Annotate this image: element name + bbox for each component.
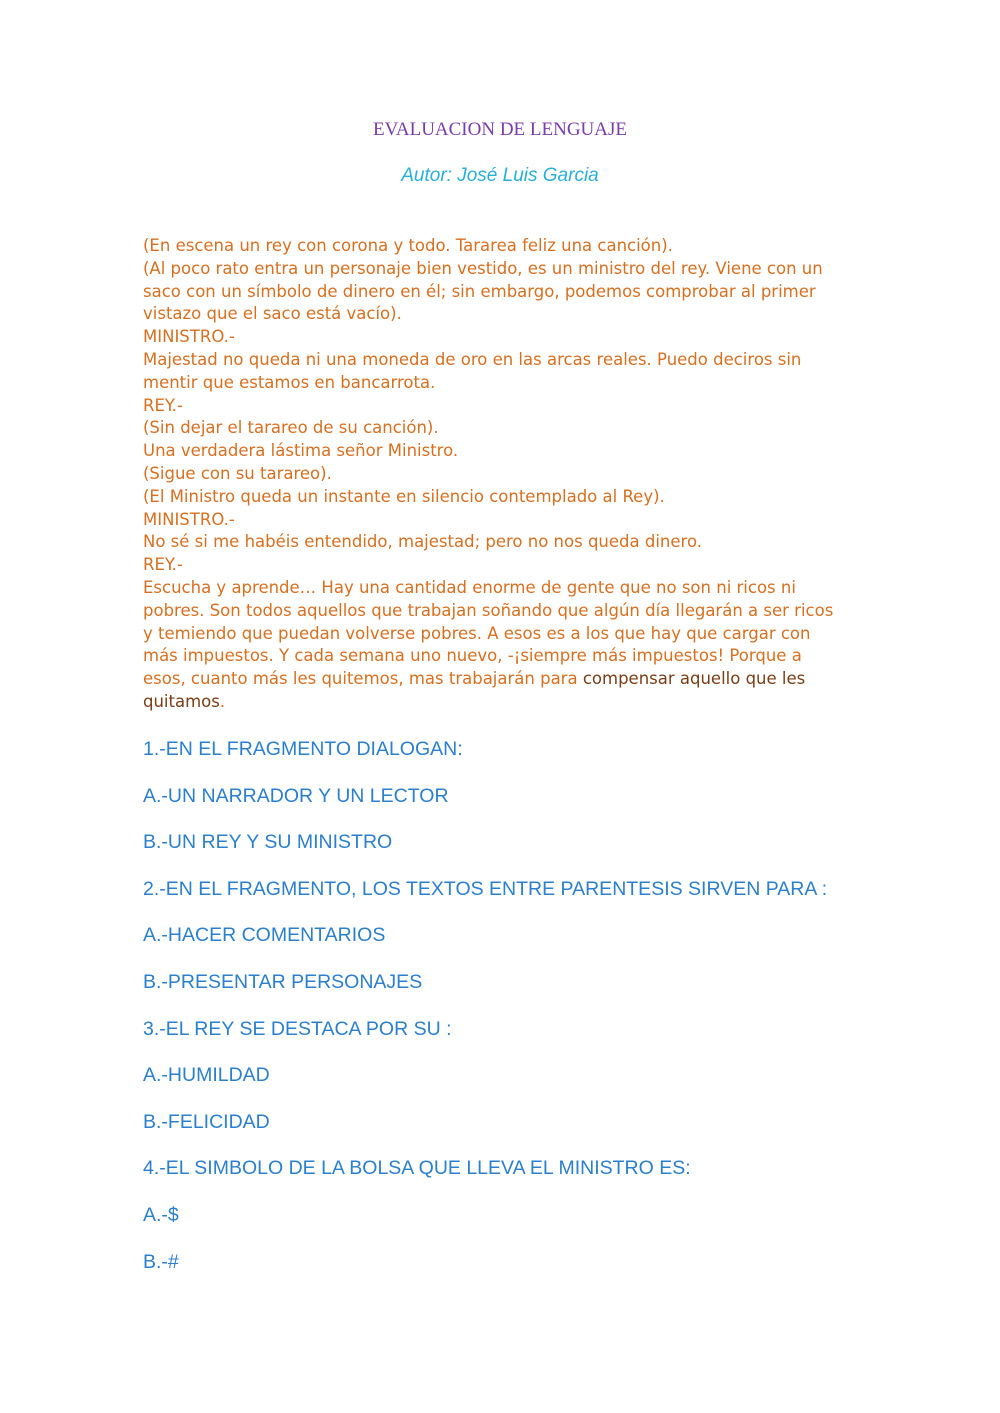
passage-line: saco con un símbolo de dinero en él; sin embargo, podemos comprobar al primer: [143, 281, 816, 301]
passage-line: pobres. Son todos aquellos que trabajan soñando que algún día llegarán a ser ricos: [143, 600, 834, 620]
passage-line: (Al poco rato entra un personaje bien vestido, es un ministro del rey. Viene con un: [143, 258, 823, 278]
passage-line: No sé si me habéis entendido, majestad; pero no nos queda dinero.: [143, 532, 702, 552]
passage-line: REY.-: [143, 395, 183, 415]
passage: [143, 235, 873, 714]
passage-line-end: .: [219, 691, 226, 711]
passage-line: REY.-: [143, 555, 183, 575]
passage-line: [143, 691, 873, 714]
passage-line: [143, 668, 873, 691]
passage-line: Escucha y aprende… Hay una cantidad enorme de gente que no son ni ricos ni: [143, 577, 796, 597]
question-2-option-a: A.-HACER COMENTARIOS: [143, 924, 386, 947]
passage-line-start: quitamos: [143, 691, 220, 711]
passage-line: (Sin dejar el tarareo de su canción).: [143, 418, 439, 438]
passage-line: y temiendo que puedan volverse pobres. A esos es a los que hay que cargar con: [143, 623, 811, 643]
question-3: 3.-EL REY SE DESTACA POR SU :: [143, 1017, 452, 1040]
question-3-option-b: B.-FELICIDAD: [143, 1110, 270, 1133]
question-3-option-a: A.-HUMILDAD: [143, 1064, 270, 1087]
quiz-section: [143, 735, 883, 1294]
passage-line: mentir que estamos en bancarrota.: [143, 372, 436, 392]
passage-line: (El Ministro queda un instante en silencio contemplado al Rey).: [143, 486, 665, 506]
question-2: 2.-EN EL FRAGMENTO, LOS TEXTOS ENTRE PARENTESIS SIRVEN PARA :: [143, 877, 828, 900]
passage-line: MINISTRO.-: [143, 509, 235, 529]
passage-line: más impuestos. Y cada semana uno nuevo, -¡siempre más impuestos! Porque a: [143, 646, 802, 666]
question-2-option-b: B.-PRESENTAR PERSONAJES: [143, 970, 423, 993]
passage-line: Majestad no queda ni una moneda de oro en las arcas reales. Puedo deciros sin: [143, 349, 802, 369]
passage-line: vistazo que el saco está vacío).: [143, 304, 402, 324]
question-1: 1.-EN EL FRAGMENTO DIALOGAN:: [143, 738, 463, 760]
question-4-option-a: A.-$: [143, 1203, 179, 1226]
passage-line: Una verdadera lástima señor Ministro.: [143, 441, 459, 461]
passage-line: (Sigue con su tarareo).: [143, 463, 332, 483]
question-4: 4.-EL SIMBOLO DE LA BOLSA QUE LLEVA EL MINISTRO ES:: [143, 1157, 691, 1180]
page-title: EVALUACION DE LENGUAJE: [372, 119, 627, 140]
passage-line-end: compensar aquello que les: [582, 669, 806, 689]
author-line: Autor: José Luis Garcia: [401, 165, 599, 186]
passage-line-start: esos, cuanto más les quitemos, mas trabajarán para: [143, 669, 583, 689]
passage-line: (En escena un rey con corona y todo. Tararea feliz una canción).: [143, 236, 673, 255]
question-1-option-a: A.-UN NARRADOR Y UN LECTOR: [143, 784, 449, 807]
question-4-option-b: B.-#: [143, 1250, 179, 1273]
question-1-option-b: B.-UN REY Y SU MINISTRO: [143, 831, 393, 854]
passage-line: MINISTRO.-: [143, 327, 235, 347]
